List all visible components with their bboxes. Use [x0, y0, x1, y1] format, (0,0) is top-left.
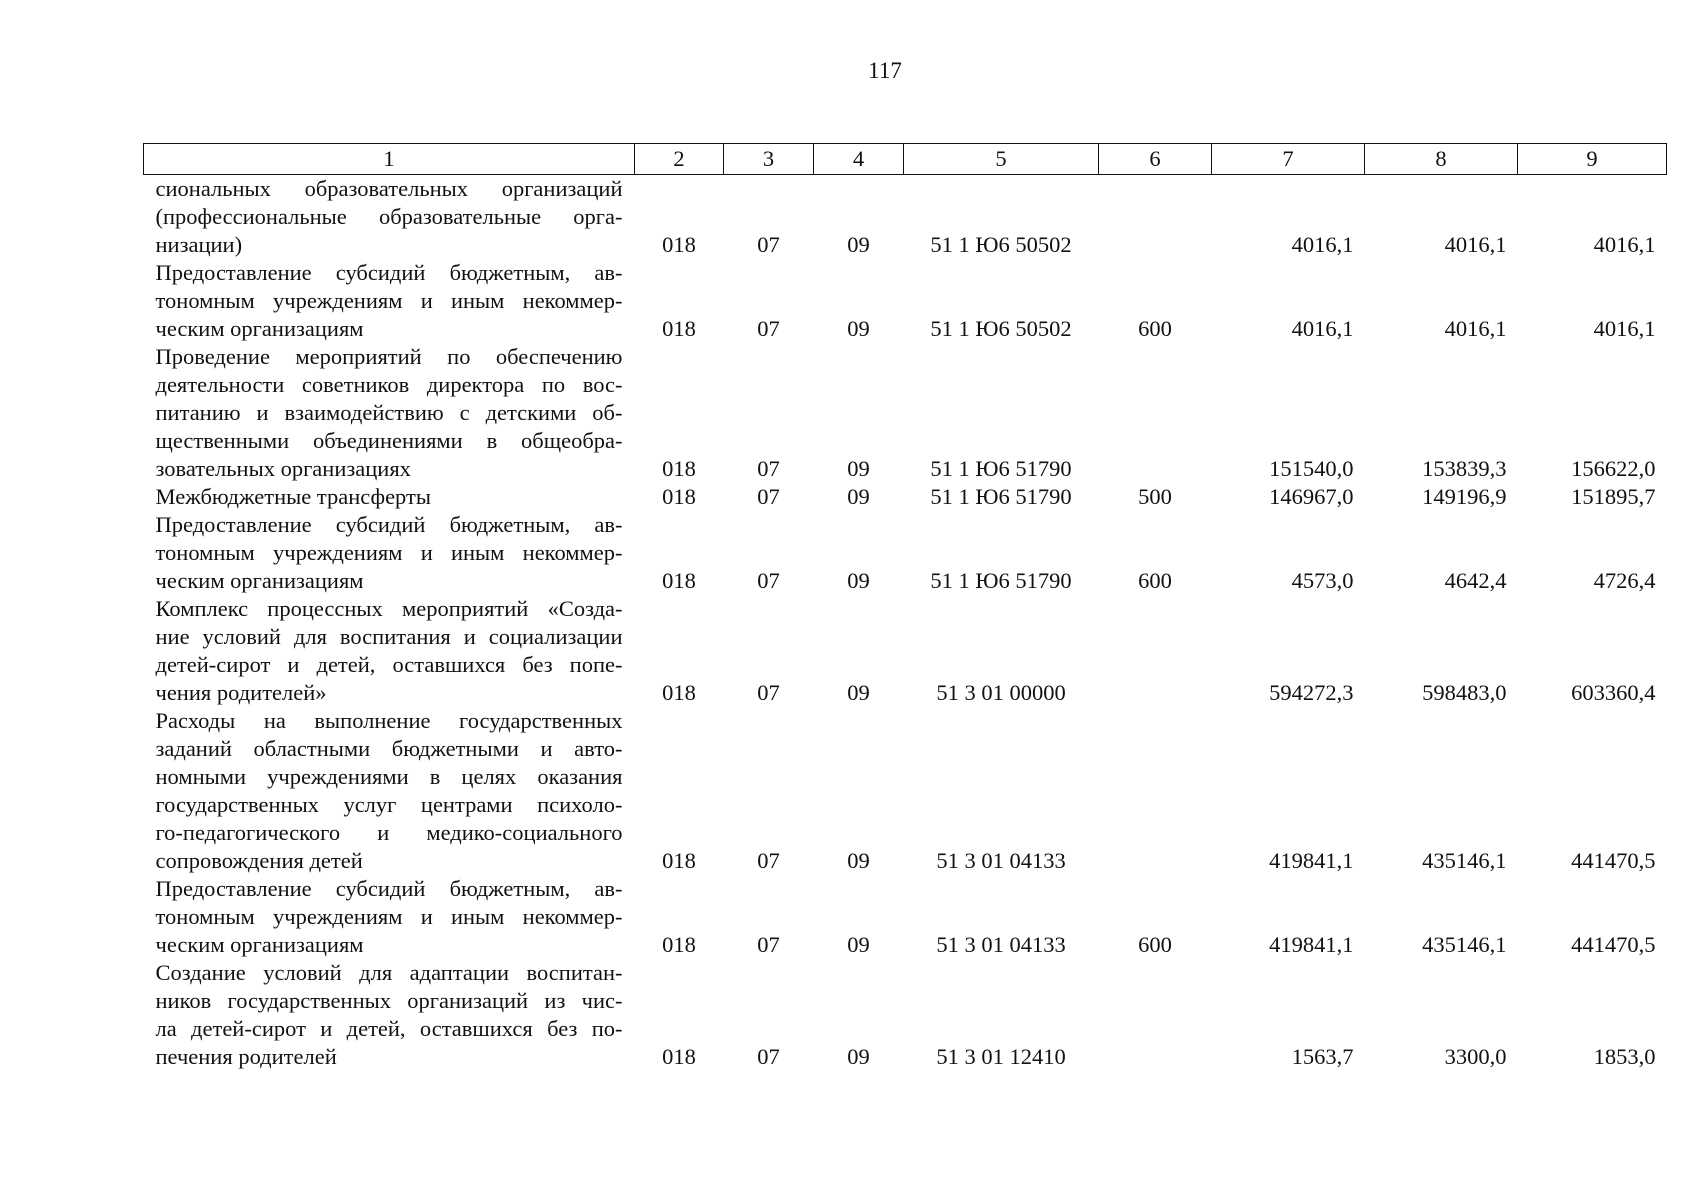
- cell-ministry-code: 018: [662, 680, 696, 705]
- cell-section-code: 07: [757, 848, 780, 873]
- cell-description: [144, 343, 635, 483]
- cell-amount-year-3: 441470,5: [1571, 848, 1656, 873]
- table-row: [144, 343, 1667, 483]
- cell-ministry-code: 018: [662, 232, 696, 257]
- cell-description: [144, 959, 635, 1071]
- cell-amount-year-3: 4016,1: [1593, 316, 1656, 341]
- cell-description: [144, 511, 635, 595]
- cell-amount-year-2: 435146,1: [1422, 848, 1507, 873]
- cell-section-code: 07: [757, 316, 780, 341]
- cell-amount-year-3: 603360,4: [1571, 680, 1656, 705]
- description-line: тономным учреждениям и иным некоммер-: [155, 904, 623, 929]
- cell-expense-type-code: [1099, 707, 1212, 875]
- cell-subsection-code: 09: [847, 680, 870, 705]
- cell-amount-year-3: 4726,4: [1593, 568, 1656, 593]
- table-row: [144, 175, 1667, 260]
- cell-subsection-code: 09: [847, 456, 870, 481]
- cell-target-article-code: 51 3 01 12410: [936, 1044, 1066, 1069]
- cell-ministry-code: 018: [662, 848, 696, 873]
- cell-amount-year-2: 153839,3: [1422, 456, 1507, 481]
- table-row: [144, 483, 1667, 511]
- description-line: Предоставление субсидий бюджетным, ав-: [155, 260, 623, 285]
- page-number: 117: [868, 58, 902, 83]
- description-line: Межбюджетные трансферты: [155, 484, 431, 509]
- column-header: 4: [814, 144, 904, 175]
- cell-expense-type-code: [1099, 343, 1212, 483]
- table-header-row: [144, 144, 1667, 175]
- cell-subsection-code: 09: [847, 1044, 870, 1069]
- cell-section-code: 07: [757, 484, 780, 509]
- cell-subsection-code: 09: [847, 568, 870, 593]
- cell-amount-year-1: 4016,1: [1291, 232, 1354, 257]
- column-header: 1: [144, 144, 635, 175]
- cell-expense-type-code: [1099, 175, 1212, 260]
- description-line: ников государственных организаций из чис-: [155, 988, 623, 1013]
- cell-section-code: 07: [757, 932, 780, 957]
- cell-subsection-code: 09: [847, 316, 870, 341]
- cell-target-article-code: 51 1 Ю6 50502: [930, 316, 1072, 341]
- cell-amount-year-2: 4016,1: [1444, 232, 1507, 257]
- description-line: зовательных организациях: [155, 456, 411, 481]
- description-line: печения родителей: [155, 1044, 337, 1069]
- cell-amount-year-1: 4573,0: [1291, 568, 1354, 593]
- table-row: [144, 259, 1667, 343]
- description-line: Проведение мероприятий по обеспечению: [155, 344, 623, 369]
- description-line: заданий областными бюджетными и авто-: [155, 736, 623, 761]
- cell-ministry-code: 018: [662, 316, 696, 341]
- cell-expense-type-code: 500: [1138, 484, 1172, 509]
- cell-ministry-code: 018: [662, 932, 696, 957]
- cell-amount-year-1: 1563,7: [1291, 1044, 1354, 1069]
- description-line: номными учреждениями в целях оказания: [155, 764, 623, 789]
- cell-target-article-code: 51 3 01 00000: [936, 680, 1066, 705]
- cell-amount-year-1: 146967,0: [1269, 484, 1354, 509]
- column-header: 8: [1365, 144, 1518, 175]
- cell-amount-year-1: 4016,1: [1291, 316, 1354, 341]
- description-line: Предоставление субсидий бюджетным, ав-: [155, 876, 623, 901]
- column-header: 9: [1518, 144, 1667, 175]
- cell-amount-year-3: 441470,5: [1571, 932, 1656, 957]
- cell-subsection-code: 09: [847, 848, 870, 873]
- description-line: питанию и взаимодействию с детскими об-: [155, 400, 623, 425]
- cell-expense-type-code: 600: [1138, 932, 1172, 957]
- cell-subsection-code: 09: [847, 932, 870, 957]
- table-row: [144, 707, 1667, 875]
- cell-amount-year-2: 3300,0: [1444, 1044, 1507, 1069]
- cell-description: [144, 595, 635, 707]
- column-header: 3: [724, 144, 814, 175]
- cell-amount-year-1: 151540,0: [1269, 456, 1354, 481]
- description-line: низации): [155, 232, 243, 257]
- description-line: щественными объединениями в общеобра-: [155, 428, 623, 453]
- cell-ministry-code: 018: [662, 1044, 696, 1069]
- description-line: ла детей-сирот и детей, оставшихся без по-: [155, 1016, 623, 1041]
- description-line: тономным учреждениям и иным некоммер-: [155, 540, 623, 565]
- cell-amount-year-2: 435146,1: [1422, 932, 1507, 957]
- cell-amount-year-3: 1853,0: [1593, 1044, 1656, 1069]
- cell-amount-year-3: 156622,0: [1571, 456, 1656, 481]
- cell-target-article-code: 51 3 01 04133: [936, 932, 1066, 957]
- cell-description: [144, 875, 635, 959]
- cell-subsection-code: 09: [847, 232, 870, 257]
- table-row: [144, 875, 1667, 959]
- description-line: ческим организациям: [155, 568, 364, 593]
- cell-ministry-code: 018: [662, 484, 696, 509]
- cell-description: [144, 707, 635, 875]
- description-line: детей-сирот и детей, оставшихся без попе-: [155, 652, 623, 677]
- cell-target-article-code: 51 1 Ю6 51790: [930, 456, 1072, 481]
- budget-table: [143, 143, 1667, 1071]
- cell-amount-year-3: 151895,7: [1571, 484, 1656, 509]
- column-header: 6: [1099, 144, 1212, 175]
- column-header: 7: [1212, 144, 1365, 175]
- description-line: го-педагогического и медико-социального: [155, 820, 623, 845]
- cell-amount-year-1: 419841,1: [1269, 848, 1354, 873]
- cell-description: [144, 259, 635, 343]
- cell-target-article-code: 51 1 Ю6 51790: [930, 484, 1072, 509]
- description-line: Комплекс процессных мероприятий «Созда-: [155, 596, 623, 621]
- cell-ministry-code: 018: [662, 456, 696, 481]
- cell-amount-year-2: 4016,1: [1444, 316, 1507, 341]
- description-line: ческим организациям: [155, 316, 364, 341]
- description-line: Предоставление субсидий бюджетным, ав-: [155, 512, 623, 537]
- description-line: государственных услуг центрами психоло-: [155, 792, 623, 817]
- table-body: [144, 175, 1667, 1072]
- cell-amount-year-2: 598483,0: [1422, 680, 1507, 705]
- cell-amount-year-2: 149196,9: [1422, 484, 1507, 509]
- table-row: [144, 511, 1667, 595]
- cell-section-code: 07: [757, 456, 780, 481]
- cell-section-code: 07: [757, 232, 780, 257]
- description-line: чения родителей»: [155, 680, 327, 705]
- cell-expense-type-code: 600: [1138, 568, 1172, 593]
- cell-description: [144, 175, 635, 260]
- description-line: Расходы на выполнение государственных: [155, 708, 623, 733]
- cell-description: [144, 483, 635, 511]
- cell-amount-year-1: 594272,3: [1269, 680, 1354, 705]
- table-row: [144, 595, 1667, 707]
- cell-expense-type-code: [1099, 959, 1212, 1071]
- description-line: ние условий для воспитания и социализации: [155, 624, 623, 649]
- description-line: сопровождения детей: [155, 848, 363, 873]
- description-line: (профессиональные образовательные орга-: [155, 204, 623, 229]
- cell-subsection-code: 09: [847, 484, 870, 509]
- cell-amount-year-1: 419841,1: [1269, 932, 1354, 957]
- column-header: 5: [904, 144, 1099, 175]
- description-line: ческим организациям: [155, 932, 364, 957]
- cell-target-article-code: 51 3 01 04133: [936, 848, 1066, 873]
- cell-target-article-code: 51 1 Ю6 51790: [930, 568, 1072, 593]
- cell-section-code: 07: [757, 568, 780, 593]
- cell-target-article-code: 51 1 Ю6 50502: [930, 232, 1072, 257]
- cell-section-code: 07: [757, 1044, 780, 1069]
- cell-amount-year-3: 4016,1: [1593, 232, 1656, 257]
- cell-amount-year-2: 4642,4: [1444, 568, 1507, 593]
- description-line: сиональных образовательных организаций: [155, 176, 623, 201]
- description-line: деятельности советников директора по вос-: [155, 372, 623, 397]
- cell-expense-type-code: [1099, 595, 1212, 707]
- description-line: Создание условий для адаптации воспитан-: [155, 960, 623, 985]
- cell-expense-type-code: 600: [1138, 316, 1172, 341]
- cell-section-code: 07: [757, 680, 780, 705]
- column-header: 2: [635, 144, 724, 175]
- description-line: тономным учреждениям и иным некоммер-: [155, 288, 623, 313]
- cell-ministry-code: 018: [662, 568, 696, 593]
- table-row: [144, 959, 1667, 1071]
